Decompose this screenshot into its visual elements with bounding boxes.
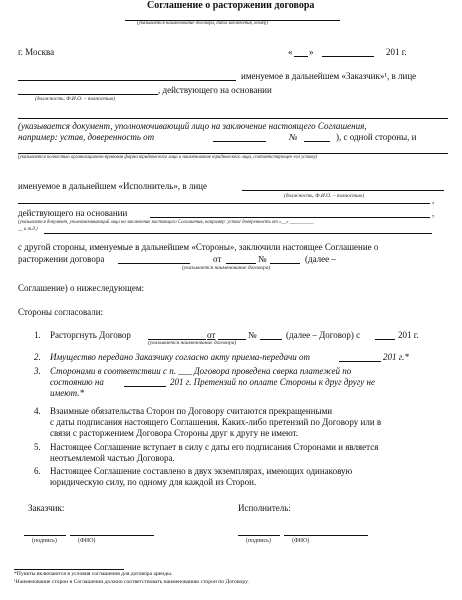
contract-hereinafter: (далее – — [305, 254, 336, 264]
item3-line3: имеют.* — [50, 388, 84, 398]
contractor-basis-comma: , — [432, 208, 435, 218]
contractor-org-line — [18, 153, 448, 154]
footnote-2: ¹Наименование сторон в Соглашении должно соответствовать наименованию сторон по Договору. — [14, 579, 249, 585]
contractor-basis-line — [150, 217, 430, 218]
item5-number: 5. — [34, 442, 41, 452]
contract-date-line — [226, 263, 256, 264]
item2-text: Имущество передано Заказчику согласно акту приема-передачи от — [50, 352, 311, 362]
customer-name-line — [18, 80, 236, 81]
item3-line2a: состоянию на — [50, 377, 104, 387]
contract-from: от — [213, 254, 222, 264]
customer-side-text: ), с одной стороны, и — [336, 132, 417, 142]
customer-acting-text: , действующего на основании — [158, 85, 272, 95]
item2-year: 201 г.* — [383, 352, 409, 362]
customer-name-hint: (должность, Ф.И.О. – полностью) — [35, 96, 116, 102]
item6-number: 6. — [34, 466, 41, 476]
contractor-org-hint: (указывается полностью организационно-правовая форма юридического лица и наименование юридического лица, соответствующее его уставу) — [18, 155, 318, 160]
title-hint: (указывается наименование договора, дата заключения, номер) — [137, 21, 268, 26]
item4-line2: с даты подписания настоящего Соглашения. Каких-либо претензий по Договору или в — [50, 417, 382, 427]
contract-termination-text: расторжении договора — [18, 254, 105, 264]
customer-sign-hint: (подпись) — [32, 538, 57, 544]
customer-named-text: именуемое в дальнейшем «Заказчик»¹, в лице — [241, 71, 417, 81]
contract-no-line — [270, 263, 300, 264]
contractor-named-text: именуемое в дальнейшем «Исполнитель», в лице — [18, 181, 207, 191]
customer-doc-no: № — [289, 132, 298, 142]
item2-number: 2. — [34, 352, 41, 362]
item6-line1: Настоящее Соглашение составлено в двух экземплярах, имеющих одинаковую — [50, 466, 353, 476]
item1-from: от — [207, 330, 216, 340]
customer-doc-example: например: устав, доверенность от — [18, 132, 155, 142]
customer-doc-date-line — [213, 141, 266, 142]
item2-date-line — [339, 361, 381, 362]
customer-fio-line — [70, 535, 154, 536]
contractor-fio-hint: (ФИО) — [292, 538, 310, 544]
item1-year: 201 г. — [398, 330, 419, 340]
footnote-divider — [14, 569, 124, 570]
item3-line2b: 201 г. Претензий по оплате Стороны к друг другу не — [170, 377, 376, 387]
item4-line3: связи с расторжением Договора Стороны друг к другу не имеют. — [50, 428, 299, 438]
contractor-sign-hint: (подпись) — [246, 538, 271, 544]
item5-line1: Настоящее Соглашение вступает в силу с даты его подписания Сторонами и является — [50, 442, 379, 452]
contractor-acting-text: действующего на основании — [18, 208, 128, 218]
item1-hereinafter: (далее – Договор) с — [286, 330, 361, 340]
contractor-sign-line — [238, 535, 280, 536]
contractor-person-hint: (должность, Ф.И.О. – полностью) — [284, 193, 365, 199]
footnote-1: *Пункты включаются в условия соглашения для договора аренды. — [14, 571, 173, 577]
agreed-heading: Стороны согласовали: — [18, 307, 104, 317]
contractor-label: Исполнитель: — [238, 503, 291, 513]
date-month-line — [322, 56, 374, 57]
date-quote-close: » — [309, 47, 314, 57]
item1-no: № — [248, 330, 257, 340]
item4-number: 4. — [34, 406, 41, 416]
contract-name-line — [118, 263, 190, 264]
parties-text: с другой стороны, именуемые в дальнейшем «Стороны», заключили настоящее Соглашение о — [18, 242, 379, 252]
contractor-extra-comma: , — [432, 195, 435, 205]
agreement-intro: Соглашение) о нижеследующем: — [18, 283, 145, 293]
document-title: Соглашение о расторжении договора — [147, 0, 315, 11]
contractor-extra-line — [18, 203, 430, 204]
customer-label: Заказчик: — [28, 503, 65, 513]
item1-number: 1. — [34, 330, 41, 340]
contractor-person-line — [242, 190, 444, 191]
date-day-line — [294, 56, 308, 57]
item1-hint: (указывается наименование договора) — [148, 340, 237, 346]
date-quote-open: « — [288, 47, 293, 57]
contractor-basis-hint: (указывается документ, уполномочивающий лицо на заключение настоящего Соглашения, например: устав/ доверенность от «__» __________ — [18, 220, 314, 225]
city: г. Москва — [18, 47, 55, 57]
contract-no: № — [258, 254, 267, 264]
item1-text: Расторгнуть Договор — [50, 330, 131, 340]
customer-doc-text: (указывается документ, уполномочивающий лицо на заключение настоящего Соглашения, — [18, 121, 367, 131]
item3-line1: Сторонами в соответствии с п. ___ Договора проведена сверка платежей по — [50, 366, 352, 376]
item1-from-date-line — [375, 339, 395, 340]
item4-line1: Взаимные обязательства Сторон по Договору считаются прекращенными — [50, 406, 333, 416]
customer-person-line — [18, 94, 158, 95]
item3-number: 3. — [34, 366, 41, 376]
item5-line2: неотъемлемой частью Договора. — [50, 453, 175, 463]
date-year: 201 г. — [386, 47, 407, 57]
customer-doc-no-line — [304, 141, 330, 142]
item3-date-line — [124, 386, 166, 387]
contractor-basis-line2 — [44, 233, 432, 234]
contractor-basis-hint2: __ и т.д.) — [18, 227, 38, 232]
customer-sign-line — [24, 535, 66, 536]
contractor-fio-line — [284, 535, 368, 536]
customer-fio-hint: (ФИО) — [78, 538, 96, 544]
item1-no-line — [260, 339, 282, 340]
item6-line2: юридическую силу, по одному для каждой из Сторон. — [50, 477, 257, 487]
contract-name-hint: (указывается наименование договора) — [182, 265, 271, 271]
customer-basis-line — [18, 118, 448, 119]
